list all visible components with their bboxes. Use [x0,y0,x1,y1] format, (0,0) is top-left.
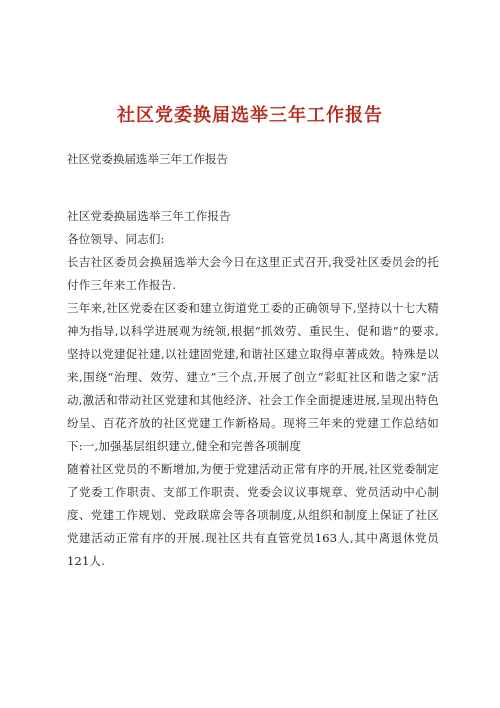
paragraph-summary: 三年来,社区党委在区委和建立街道党工委的正确领导下,坚持以十七大精神为指导,以科学进展观为统领,根据“抓效劳、重民生、促和谐”的要求,坚持以党建促社建,以社建固党建,和谐社区建立取得卓著成效。特殊是以来,围绕“治理、效劳、建立”三个点,开展了创立“彩虹社区和谐之家”活动,激活和带动社区党建和其他经济、社会工作全面提速进展,呈现出特色纷呈、百花齐放的社区党建工作新格局。现将三年来的党建工作总结如下:一,加强基层组织建立,健全和完善各项制度 [67,301,439,453]
document-title: 社区党委换届选举三年工作报告 [117,105,383,126]
document-subtitle: 社区党委换届选举三年工作报告 [67,152,228,166]
document-body [67,205,439,573]
paragraph-heading: 社区党委换届选举三年工作报告 [67,209,231,223]
paragraph-greeting: 各位领导、同志们: [67,232,165,246]
paragraph-organization: 随着社区党员的不断增加,为便于党建活动正常有序的开展,社区党委制定了党委工作职责、支部工作职责、党委会议议事规章、党员活动中心制度、党建工作规划、党政联席会等各项制度,从组织和制度上保证了社区党建活动正常有序的开展.现社区共有直管党员163人,其中离退休党员121人. [67,462,439,568]
paragraph-opening: 长吉社区委员会换届选举大会今日在这里正式召开,我受社区委员会的托付作三年来工作报告. [67,255,439,292]
